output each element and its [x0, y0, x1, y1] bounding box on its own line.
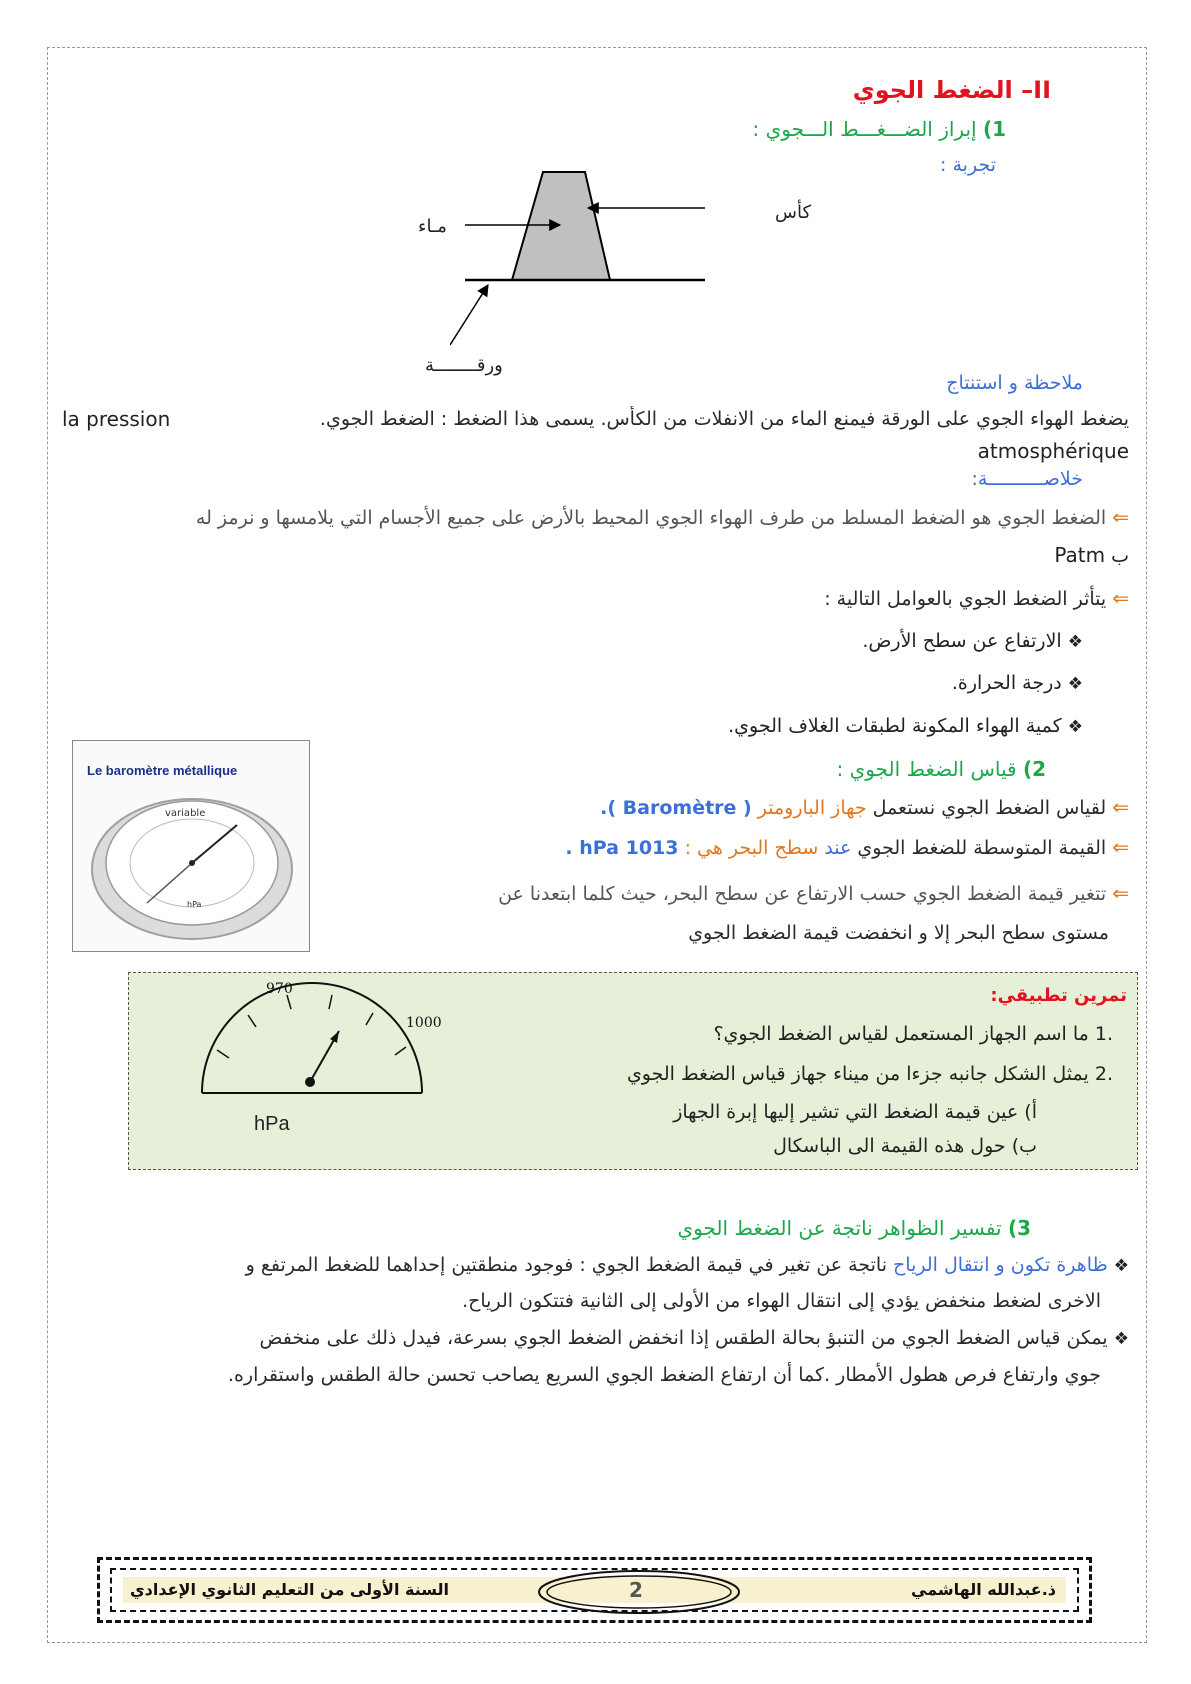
diamond-bullet-icon: ❖: [1067, 632, 1083, 652]
glass-experiment-figure: [450, 170, 770, 380]
line2-at: عند: [824, 837, 852, 859]
part2-line-2: [565, 834, 1129, 861]
factor-item: [952, 670, 1083, 697]
part2-line-3: [349, 880, 1129, 907]
paper-arrow: [450, 285, 488, 345]
exercise-qa: [673, 1099, 1037, 1125]
conclusion-1: الضغط الجوي هو الضغط المسلط من طرف الهواء الجوي المحيط بالأرض على جميع الأجسام التي يلامسها و نرمز له: [195, 507, 1107, 529]
experiment-label: تجربة :: [940, 154, 996, 176]
line2-value: 1013 hPa .: [565, 837, 679, 859]
water-label: مـاء: [418, 216, 447, 237]
diamond-bullet-icon: ❖: [1067, 717, 1083, 737]
diamond-bullet-icon: ❖: [1113, 1256, 1129, 1276]
part1-heading: [752, 117, 1006, 141]
part3-title: تفسير الظواهر ناتجة عن الضغط الجوي: [677, 1216, 1002, 1240]
glass-shape: [512, 172, 610, 280]
factor-text: الارتفاع عن سطح الأرض.: [862, 630, 1062, 652]
part3-bullet-2b: جوي وارتفاع فرص هطول الأمطار .كما أن ارتفاع الضغط الجوي السريع يصاحب تحسن حالة الطقس واستقراره.: [227, 1364, 1101, 1386]
part3-bullet-2: [129, 1325, 1129, 1352]
pressure-gauge-figure: [184, 973, 444, 1113]
part1-number: 1): [982, 117, 1006, 141]
section-heading: [853, 76, 1051, 104]
part3-bullet-1: [99, 1252, 1129, 1279]
line1-device: جهاز البارومتر: [757, 797, 867, 819]
b1-text: ناتجة عن تغير في قيمة الضغط الجوي : فوجود منطقتين إحداهما للضغط المرتفع و: [245, 1254, 887, 1276]
conclusion-arrow-icon: ⇐: [1112, 835, 1129, 859]
page-number: 2: [629, 1578, 643, 1602]
conclusion-2: يتأثر الضغط الجوي بالعوامل التالية :: [824, 588, 1107, 610]
part3-heading: [677, 1216, 1031, 1240]
diamond-bullet-icon: ❖: [1067, 674, 1083, 694]
qb-number: ب): [1011, 1135, 1037, 1157]
b2-text: يمكن قياس الضغط الجوي من التنبؤ بحالة الطقس إذا انخفض الضغط الجوي بسرعة، فيدل ذلك على منخفض: [259, 1327, 1108, 1349]
exercise-q2: [627, 1061, 1113, 1087]
gauge-unit: hPa: [254, 1113, 290, 1135]
part2-title: قياس الضغط الجوي :: [836, 757, 1017, 781]
line3-text: تتغير قيمة الضغط الجوي حسب الارتفاع عن سطح البحر، حيث كلما ابتعدنا عن: [498, 883, 1107, 905]
dial-word: variable: [165, 808, 206, 819]
exercise-box: [128, 972, 1138, 1170]
part3-number: 3): [1007, 1216, 1031, 1240]
barometer-dial-icon: [87, 781, 297, 951]
gauge-label-970: 970: [266, 981, 293, 997]
line2-text: القيمة المتوسطة للضغط الجوي: [857, 837, 1107, 859]
exercise-qb: [773, 1133, 1037, 1159]
qa-text: عين قيمة الضغط التي تشير إليها إبرة الجهاز: [673, 1101, 1019, 1123]
q2-number: .2: [1094, 1063, 1113, 1085]
glass-label: كأس: [775, 202, 812, 223]
part2-number: 2): [1022, 757, 1046, 781]
conclusion-line-2: [824, 585, 1129, 612]
observation-fr-2: atmosphérique: [977, 439, 1129, 463]
footer-level: السنة الأولى من التعليم الثانوي الإعدادي: [130, 1580, 450, 1599]
gauge-label-1000: 1000: [406, 1015, 442, 1031]
exercise-q1: [713, 1021, 1113, 1047]
part1-title: إبراز الضـــغـــط الـــجوي :: [752, 117, 977, 141]
q1-number: .1: [1094, 1023, 1113, 1045]
conclusion-line-1: [49, 504, 1129, 531]
barometer-caption: Le baromètre métallique: [87, 763, 238, 778]
factor-item: [862, 628, 1083, 655]
barometer-image: [72, 740, 310, 952]
q1-text: ما اسم الجهاز المستعمل لقياس الضغط الجوي؟: [713, 1023, 1089, 1045]
part2-line-3b: مستوى سطح البحر إلا و انخفضت قيمة الضغط الجوي: [688, 922, 1109, 944]
line2-sea: سطح البحر هي :: [684, 837, 819, 859]
line1-fr: ( Baromètre ).: [600, 797, 752, 819]
conclusion-1b-prefix: ب: [1111, 545, 1129, 567]
conclusion-arrow-icon: ⇐: [1112, 586, 1129, 610]
qa-number: أ): [1024, 1101, 1037, 1123]
paper-label: ورقــــــــة: [425, 355, 503, 376]
factor-text: درجة الحرارة.: [951, 672, 1062, 694]
qb-text: حول هذه القيمة الى الباسكال: [773, 1135, 1006, 1157]
conclusion-arrow-icon: ⇐: [1112, 881, 1129, 905]
b1-highlight: ظاهرة تكون و انتقال الرياح: [893, 1254, 1108, 1276]
factor-item: [728, 713, 1083, 740]
exercise-title: تمرين تطبيقي:: [990, 985, 1127, 1006]
section-title: الضغط الجوي: [852, 76, 1013, 104]
factor-text: كمية الهواء المكونة لطبقات الغلاف الجوي.: [728, 715, 1062, 737]
part2-line-1: [600, 794, 1129, 821]
q2-text: يمثل الشكل جانبه جزءا من ميناء جهاز قياس الضغط الجوي: [626, 1063, 1089, 1085]
section-number: II–: [1021, 76, 1051, 104]
diamond-bullet-icon: ❖: [1113, 1329, 1129, 1349]
part3-bullet-1b: الاخرى لضغط منخفض يؤدي إلى انتقال الهواء من الأولى إلى الثانية فتتكون الرياح.: [462, 1290, 1101, 1312]
observation-text: يضغط الهواء الجوي على الورقة فيمنع الماء من الانفلات من الكأس. يسمى هذا الضغط : الضغط الجوي.: [319, 408, 1129, 430]
dial-unit: hPa: [187, 900, 202, 909]
observation-title: ملاحظة و استنتاج: [946, 372, 1083, 394]
conclusion-arrow-icon: ⇐: [1112, 505, 1129, 529]
part2-heading: [836, 757, 1046, 781]
footer-teacher: ذ.عبدالله الهاشمي: [911, 1580, 1056, 1599]
conclusion-title: خلاصــــــــــة:: [971, 468, 1083, 490]
observation-fr-1: la pression: [62, 407, 171, 431]
line1-text: لقياس الضغط الجوي نستعمل: [872, 797, 1107, 819]
conclusion-arrow-icon: ⇐: [1112, 795, 1129, 819]
conclusion-line-1b: [1054, 542, 1129, 569]
patm-symbol: Patm: [1054, 543, 1106, 567]
